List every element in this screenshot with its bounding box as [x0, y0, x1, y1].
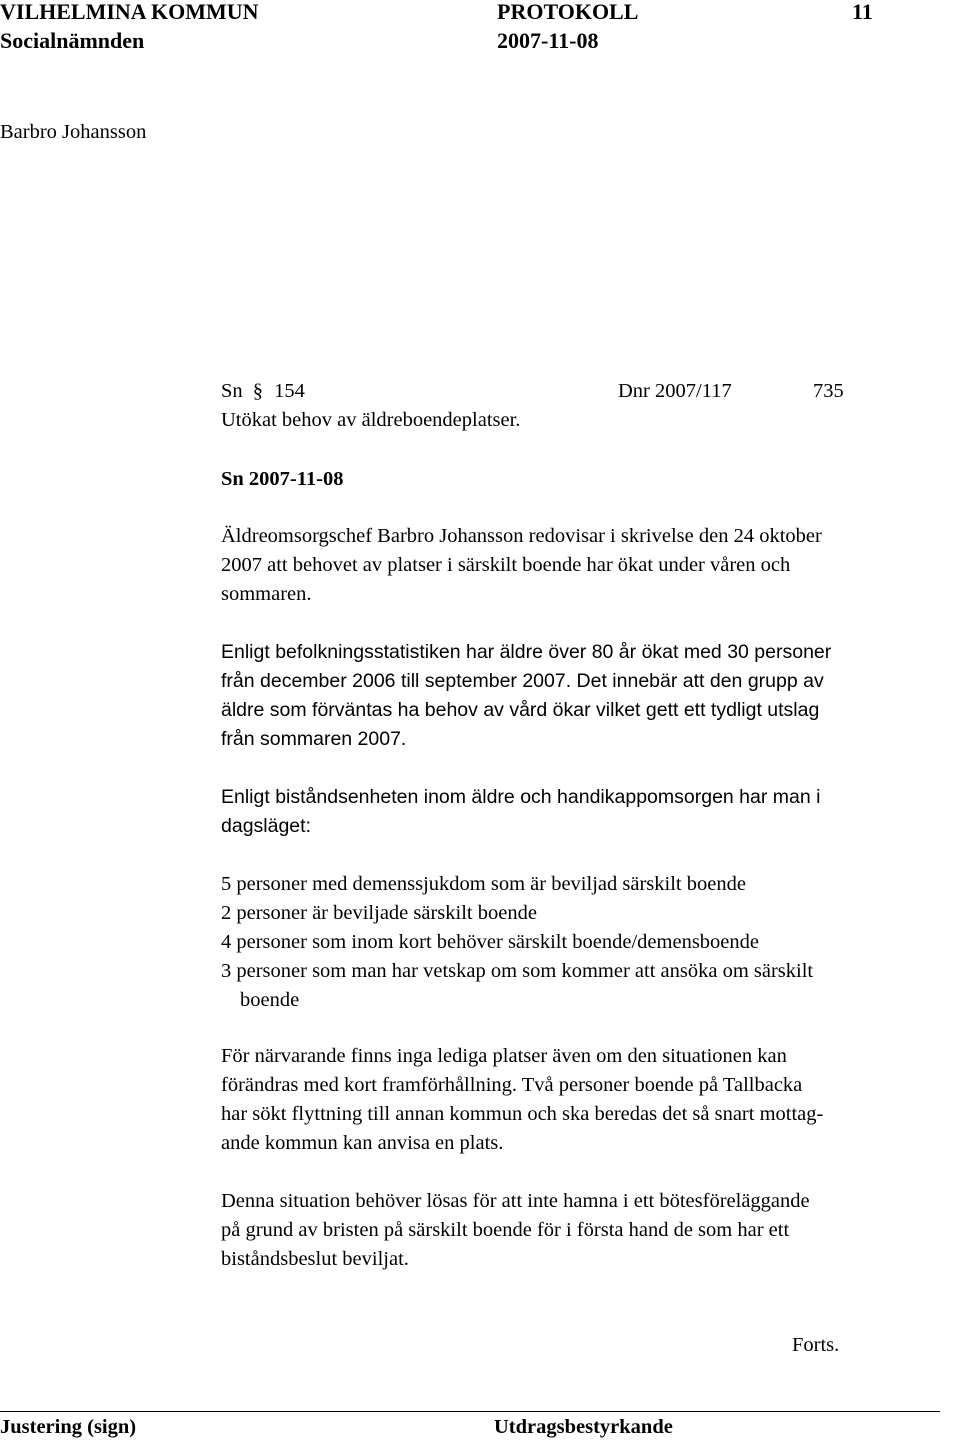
text-line: sommaren.: [221, 583, 312, 605]
text-line: har sökt flyttning till annan kommun och ska beredas det så snart mottag-: [221, 1103, 824, 1125]
paragraph-statistics: [221, 638, 960, 754]
text-segment: från december 2006 till september 2007.: [221, 670, 572, 692]
text-line: biståndsbeslut beviljat.: [221, 1248, 409, 1270]
text-line: förändras med kort framförhållning. Två personer boende på Tallbacka: [221, 1074, 803, 1096]
page-number: 11: [852, 0, 873, 24]
text-line: 2007 att behovet av platser i särskilt boende har ökat under våren och: [221, 554, 791, 576]
text-line: Äldreomsorgschef Barbro Johansson redovisar i skrivelse den 24 oktober: [221, 525, 822, 547]
list-item: 2 personer är beviljade särskilt boende: [221, 902, 537, 924]
presenter-name: Barbro Johansson: [0, 121, 147, 143]
text-segment: Det innebär att den grupp av: [571, 670, 824, 692]
text-line: dagsläget:: [221, 815, 311, 837]
section-symbol: §: [252, 380, 264, 402]
footer-extract-certification: Utdragsbestyrkande: [494, 1416, 673, 1438]
paragraph-assessment-unit: [221, 783, 960, 841]
section-label: [221, 377, 305, 406]
text-line: [221, 667, 960, 696]
list-item: 3 personer som man har vetskap om som kommer att ansöka om särskilt: [221, 960, 814, 982]
matter-title: Utökat behov av äldreboendeplatser.: [221, 409, 521, 431]
text-line: äldre som förväntas ha behov av vård ökar vilket gett ett tydligt utslag: [221, 699, 820, 721]
continued-marker: Forts.: [792, 1334, 840, 1356]
signature-divider: [0, 1411, 940, 1412]
footer-adjustment-sign: Justering (sign): [0, 1416, 137, 1438]
diary-number: Dnr 2007/117: [618, 380, 732, 402]
paragraph-background: [221, 522, 960, 609]
protocol-date: 2007-11-08: [497, 28, 599, 53]
paragraph-conclusion: [221, 1187, 960, 1274]
list-item: 4 personer som inom kort behöver särskilt boende/demensboende: [221, 931, 759, 953]
text-line: från sommaren 2007.: [221, 728, 407, 750]
committee-name: Socialnämnden: [0, 28, 145, 53]
section-number: 154: [274, 380, 305, 402]
text-line: på grund av bristen på särskilt boende för i första hand de som har ett: [221, 1219, 790, 1241]
archive-code: 735: [813, 380, 844, 402]
paragraph-current-situation: [221, 1042, 960, 1158]
text-line: För närvarande finns inga lediga platser även om den situationen kan: [221, 1045, 787, 1067]
meeting-reference: Sn 2007-11-08: [221, 468, 344, 490]
text-line: ande kommun kan anvisa en plats.: [221, 1132, 504, 1154]
list-item-continuation: boende: [240, 989, 300, 1011]
need-list: [221, 870, 960, 1015]
text-line: Denna situation behöver lösas för att inte hamna i ett bötesföreläggande: [221, 1190, 810, 1212]
municipality-name: VILHELMINA KOMMUN: [0, 0, 259, 24]
list-item: 5 personer med demenssjukdom som är beviljad särskilt boende: [221, 873, 746, 895]
text-line: Enligt befolkningsstatistiken har äldre över 80 år ökat med 30 personer: [221, 641, 832, 663]
document-type: PROTOKOLL: [497, 0, 639, 24]
section-prefix: Sn: [221, 380, 243, 402]
text-line: Enligt biståndsenheten inom äldre och handikappomsorgen har man i: [221, 786, 821, 808]
